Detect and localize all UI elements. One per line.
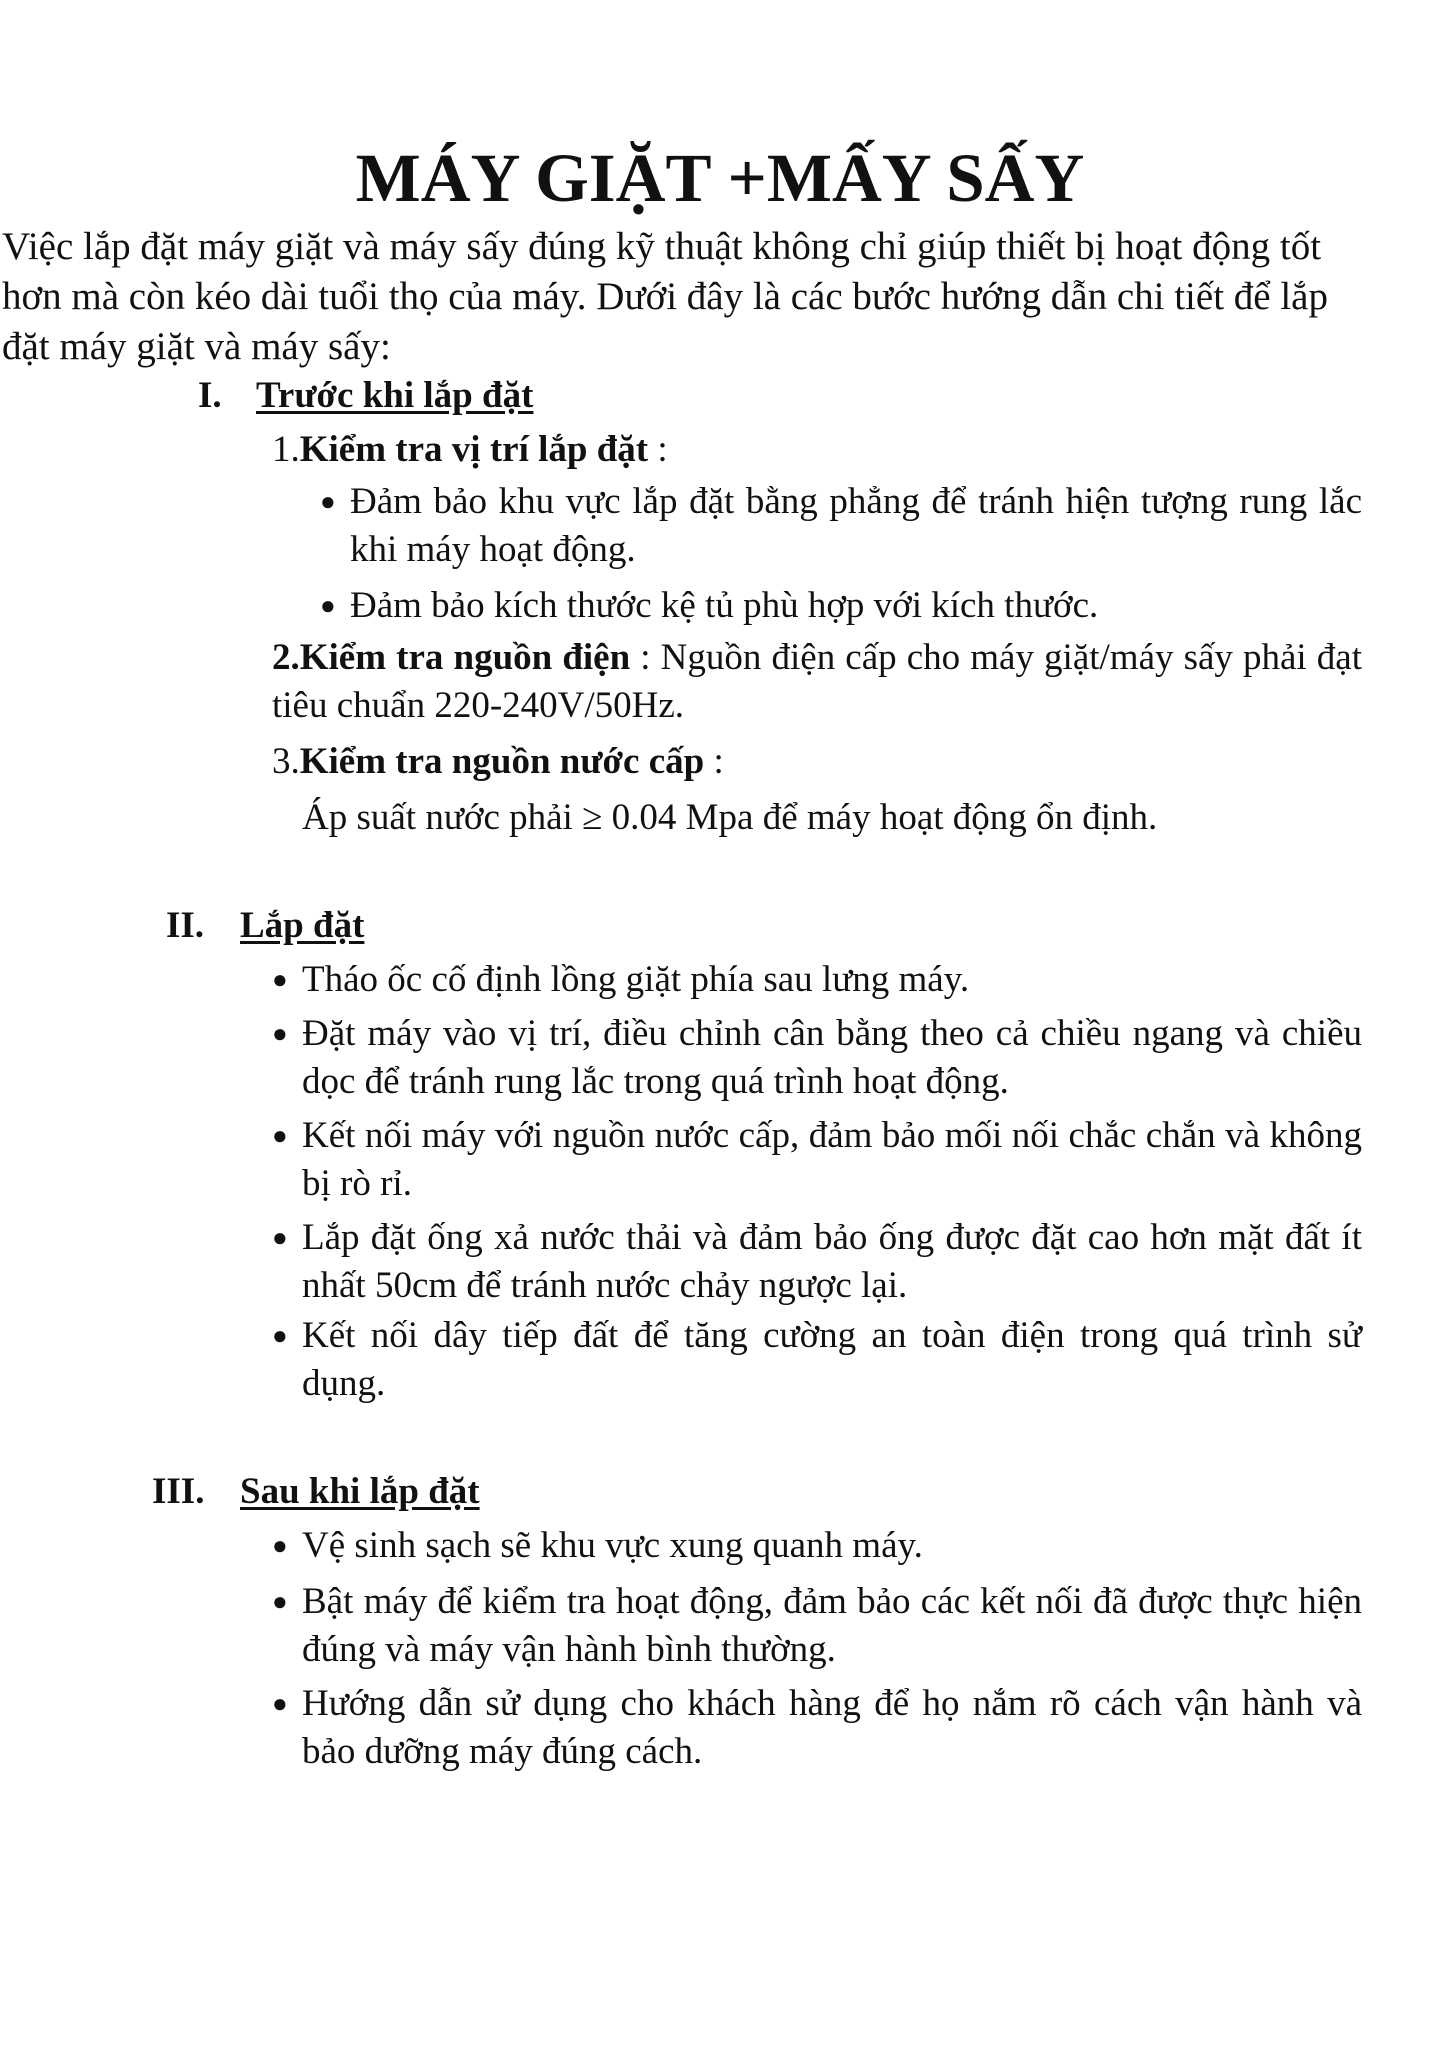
intro-paragraph: Việc lắp đặt máy giặt và máy sấy đúng kỹ thuật không chỉ giúp thiết bị hoạt động tốt hơn mà còn kéo dài tuổi thọ của máy. Dưới đây là các bước hướng dẫn chi tiết để lắp đặt máy giặt và máy sấy: [2,225,1328,368]
check-water-item [272,738,1362,786]
section-1-title: Trước khi lắp đặt [256,375,534,416]
item-label: Kiểm tra vị trí lắp đặt [299,429,649,470]
bullet-icon: ● [320,591,336,620]
bullet-icon: ● [272,965,288,994]
bullet-icon: ● [272,1531,288,1560]
list-item: Kết nối máy với nguồn nước cấp, đảm bảo mối nối chắc chắn và không bị rò rỉ. [302,1115,1362,1204]
item-label: Kiểm tra nguồn nước cấp [299,741,705,782]
list-item: Vệ sinh sạch sẽ khu vực xung quanh máy. [302,1525,923,1566]
section-3-heading [152,1468,480,1516]
list-item: Đặt máy vào vị trí, điều chỉnh cân bằng theo cả chiều ngang và chiều dọc để tránh rung lắc trong quá trình hoạt động. [302,1013,1362,1102]
list-item: Đảm bảo khu vực lắp đặt bằng phẳng để tránh hiện tượng rung lắc khi máy hoạt động. [350,481,1362,570]
item-separator: : [704,741,724,782]
section-1-number: I. [198,375,222,416]
bullet-icon: ● [272,1587,288,1616]
section-3-title: Sau khi lắp đặt [240,1471,480,1512]
list-item: Tháo ốc cố định lồng giặt phía sau lưng máy. [302,959,970,1000]
bullet-icon: ● [272,1121,288,1150]
list-item: Hướng dẫn sử dụng cho khách hàng để họ nắm rõ cách vận hành và bảo dưỡng máy đúng cách. [302,1683,1362,1772]
item-separator: : [648,429,668,470]
item-text: Áp suất nước phải ≥ 0.04 Mpa để máy hoạt động ổn định. [302,797,1158,838]
section-2-title: Lắp đặt [240,905,365,946]
bullet-icon: ● [272,1321,288,1350]
check-location-item [272,426,1362,474]
list-item: Đảm bảo kích thước kệ tủ phù hợp với kích thước. [350,585,1099,626]
list-item: Bật máy để kiểm tra hoạt động, đảm bảo các kết nối đã được thực hiện đúng và máy vận hành bình thường. [302,1581,1362,1670]
item-number: 2. [272,637,300,678]
section-3-number: III. [152,1471,205,1512]
bullet-icon: ● [320,487,336,516]
item-label: Kiểm tra nguồn điện [299,637,631,678]
item-text: Nguồn điện cấp cho máy giặt/máy sấy phải đạt tiêu chuẩn 220-240V/50Hz. [272,637,1363,726]
check-power-item [272,634,1362,730]
bullet-icon: ● [272,1019,288,1048]
section-2-heading [166,902,364,950]
bullet-icon: ● [272,1223,288,1252]
page-title: MÁY GIẶT +MẤY SẤY [355,140,1085,216]
item-separator: : [630,637,661,678]
section-2-number: II. [166,905,205,946]
section-1-heading [198,372,533,420]
item-number: 1. [272,429,300,470]
bullet-icon: ● [272,1689,288,1718]
list-item: Lắp đặt ống xả nước thải và đảm bảo ống được đặt cao hơn mặt đất ít nhất 50cm để tránh nước chảy ngược lại. [302,1217,1362,1306]
list-item: Kết nối dây tiếp đất để tăng cường an toàn điện trong quá trình sử dụng. [302,1315,1362,1404]
item-number: 3. [272,741,300,782]
